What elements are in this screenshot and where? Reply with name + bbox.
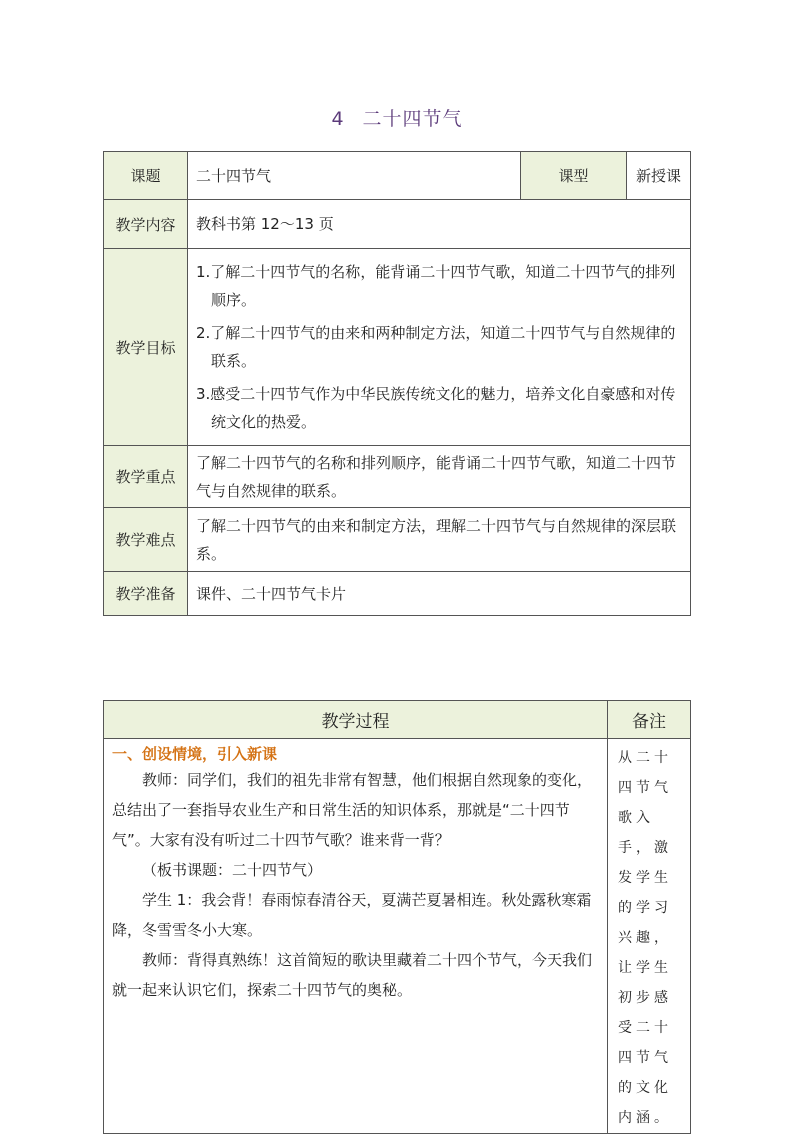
goals-row — [104, 249, 691, 446]
process-body-row — [104, 739, 691, 1134]
key-points-value: 了解二十四节气的名称和排列顺序，能背诵二十四节气歌，知道二十四节气与自然规律的联系。 — [188, 446, 691, 508]
process-header: 教学过程 — [104, 701, 608, 739]
difficulty-row — [104, 508, 691, 572]
key-points-row — [104, 446, 691, 508]
preparation-value: 课件、二十四节气卡片 — [188, 572, 691, 616]
lesson-title-text: 二十四节气 — [362, 108, 463, 130]
difficulty-value: 了解二十四节气的由来和制定方法，理解二十四节气与自然规律的深层联系。 — [188, 508, 691, 572]
content-label: 教学内容 — [104, 200, 188, 249]
teaching-process-table — [103, 700, 691, 1134]
goal-item: 2.了解二十四节气的由来和两种制定方法，知道二十四节气与自然规律的联系。 — [196, 324, 676, 370]
section-title: 一、创设情境，引入新课 — [112, 745, 278, 763]
lesson-number: 4 — [331, 108, 345, 130]
topic-row — [104, 152, 691, 200]
preparation-row — [104, 572, 691, 616]
topic-label: 课题 — [104, 152, 188, 200]
goal-item: 1.了解二十四节气的名称，能背诵二十四节气歌，知道二十四节气的排列顺序。 — [196, 263, 676, 309]
dialogue-paragraph: 学生 1：我会背！春雨惊春清谷天，夏满芒夏暑相连。秋处露秋寒霜降，冬雪雪冬小大寒。 — [112, 891, 592, 939]
content-value: 教科书第 12～13 页 — [188, 200, 691, 249]
board-note: （板书课题：二十四节气） — [142, 861, 323, 879]
lesson-title — [0, 104, 794, 131]
preparation-label: 教学准备 — [104, 572, 188, 616]
process-header-row — [104, 701, 691, 739]
dialogue-paragraph: 教师：同学们，我们的祖先非常有智慧，他们根据自然现象的变化，总结出了一套指导农业生产和日常生活的知识体系，那就是“二十四节气”。大家有没有听过二十四节气歌？谁来背一背？ — [112, 771, 593, 849]
type-value: 新授课 — [627, 152, 691, 200]
content-row — [104, 200, 691, 249]
dialogue-paragraph: 教师：背得真熟练！这首简短的歌诀里藏着二十四个节气，今天我们就一起来认识它们，探索二十四节气的奥秘。 — [112, 951, 593, 999]
difficulty-label: 教学难点 — [104, 508, 188, 572]
goals-list — [188, 249, 691, 446]
notes-header: 备注 — [608, 701, 691, 739]
remark-note: 从二十四节气歌入手，激发学生的学习兴趣，让学生初步感受二十四节气的文化内涵。 — [608, 739, 691, 1134]
key-points-label: 教学重点 — [104, 446, 188, 508]
process-content — [104, 739, 608, 1134]
type-label: 课型 — [521, 152, 627, 200]
topic-value: 二十四节气 — [188, 152, 521, 200]
goals-label: 教学目标 — [104, 249, 188, 446]
lesson-info-table — [103, 151, 691, 616]
goal-item: 3.感受二十四节气作为中华民族传统文化的魅力，培养文化自豪感和对传统文化的热爱。 — [196, 385, 676, 431]
